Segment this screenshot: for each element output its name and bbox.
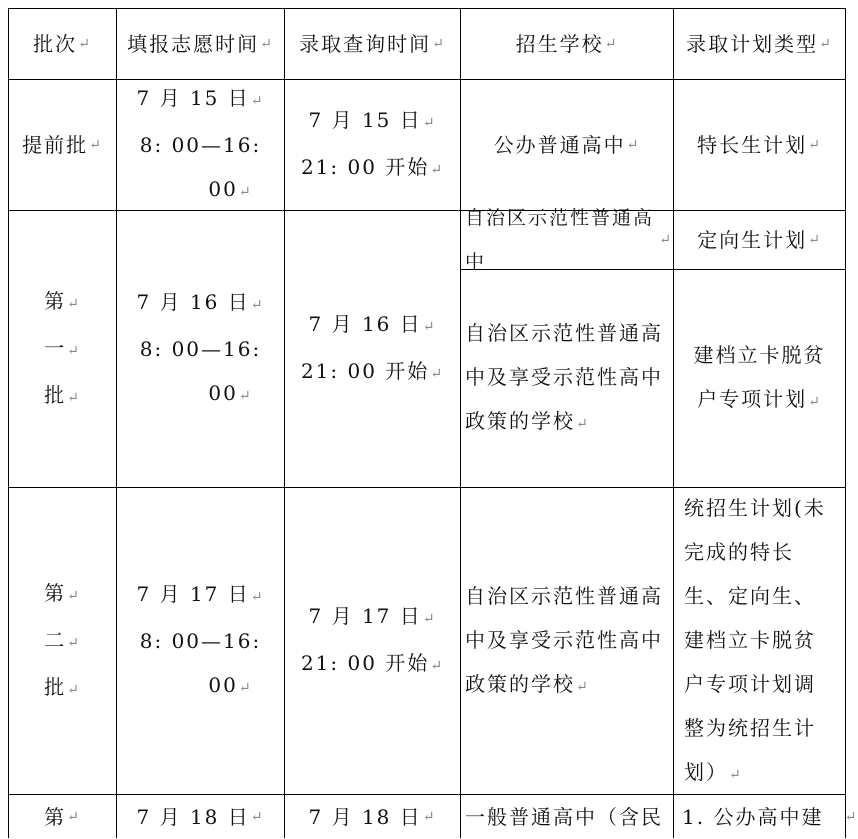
return-mark-icon: ↵ xyxy=(430,162,445,178)
return-mark-icon: ↵ xyxy=(422,319,437,335)
row-second-query-time xyxy=(285,488,460,794)
school-name: 公办普通高中 xyxy=(493,133,626,157)
return-mark-icon: ↵ xyxy=(604,36,619,52)
return-mark-icon: ↵ xyxy=(238,184,253,200)
header-batch-label: 批次 xyxy=(33,32,78,56)
return-mark-icon: ↵ xyxy=(808,232,822,248)
fill-date: 7 月 16 日 xyxy=(136,290,250,314)
school-line-2: 中及享受示范性高中 xyxy=(465,627,663,652)
batch-char-2: 一 xyxy=(44,335,67,360)
row-advance-school xyxy=(461,80,673,210)
return-mark-icon: ↵ xyxy=(808,394,822,410)
fill-time-range: 8: 00—16: xyxy=(139,337,262,361)
row-second-plan xyxy=(674,488,845,794)
row-third-query-time xyxy=(285,795,460,838)
query-date: 7 月 15 日 xyxy=(308,108,422,132)
return-mark-icon: ↵ xyxy=(67,681,81,698)
plan-line-5: 户专项计划调 xyxy=(684,671,816,696)
return-mark-icon: ↵ xyxy=(260,36,274,52)
row-first-school-a xyxy=(461,207,673,273)
header-query-time xyxy=(285,9,460,79)
batch-char-3: 批 xyxy=(44,382,67,407)
row-second-school xyxy=(461,488,673,794)
school-line-3: 政策的学校 xyxy=(465,409,575,433)
fill-time-tail: 00 xyxy=(208,381,238,405)
school-name: 自治区示范性普通高中 xyxy=(465,207,655,273)
return-mark-icon: ↵ xyxy=(576,416,590,432)
return-mark-icon: ↵ xyxy=(430,366,445,382)
batch-name: 提前批 xyxy=(22,133,89,157)
row-first-school-b xyxy=(461,270,673,487)
header-fill-time-label: 填报志愿时间 xyxy=(127,32,260,56)
return-mark-icon: ↵ xyxy=(808,137,822,153)
return-mark-icon: ↵ xyxy=(659,232,673,248)
query-date: 7 月 16 日 xyxy=(308,312,422,336)
row-first-batch xyxy=(9,211,116,487)
return-mark-icon: ↵ xyxy=(250,297,265,313)
query-start: 21: 00 开始 xyxy=(300,155,430,179)
plan-line-7: 划） xyxy=(684,759,728,784)
return-mark-icon: ↵ xyxy=(89,137,103,153)
return-mark-icon: ↵ xyxy=(67,587,81,604)
row-advance-query-time xyxy=(285,80,460,210)
return-mark-icon: ↵ xyxy=(819,36,833,52)
header-fill-time xyxy=(117,9,284,79)
row-first-query-time xyxy=(285,211,460,487)
plan-line-1: 统招生计划(未 xyxy=(684,495,826,520)
plan-line-1: 1. 公办高中建 xyxy=(682,804,824,829)
batch-char-1: 第 xyxy=(44,288,67,313)
query-date: 7 月 18 日 xyxy=(308,804,422,829)
return-mark-icon: ↵ xyxy=(430,658,445,674)
plan-line-4: 建档立卡脱贫 xyxy=(684,627,816,652)
plan-line-3: 生、定向生、 xyxy=(684,583,816,608)
row-first-plan-b xyxy=(674,270,845,487)
row-advance-plan xyxy=(674,80,845,210)
header-plan-type-label: 录取计划类型 xyxy=(686,32,819,56)
row-third-school xyxy=(461,795,673,838)
fill-time-tail: 00 xyxy=(208,673,238,697)
query-start: 21: 00 开始 xyxy=(300,359,430,383)
row-first-fill-time xyxy=(117,211,284,487)
row-third-plan xyxy=(674,795,845,838)
batch-char-2: 二 xyxy=(44,627,67,652)
row-first-plan-a xyxy=(674,211,845,269)
return-mark-icon: ↵ xyxy=(422,115,437,131)
fill-time-range: 8: 00—16: xyxy=(139,133,262,157)
plan-line-1: 建档立卡脱贫 xyxy=(693,343,826,367)
return-mark-icon: ↵ xyxy=(422,808,437,825)
school-line-1: 自治区示范性普通高 xyxy=(465,583,663,608)
plan-type: 特长生计划 xyxy=(697,133,808,157)
return-mark-icon: ↵ xyxy=(432,36,446,52)
fill-date: 7 月 17 日 xyxy=(136,582,250,606)
return-mark-icon: ↵ xyxy=(626,137,641,153)
return-mark-icon: ↵ xyxy=(67,634,81,651)
school-line-1: 自治区示范性普通高 xyxy=(465,321,663,345)
return-mark-icon: ↵ xyxy=(250,808,265,825)
return-mark-icon: ↵ xyxy=(67,389,81,406)
row-third-fill-time xyxy=(117,795,284,838)
header-plan-type xyxy=(674,9,845,79)
return-mark-icon: ↵ xyxy=(78,36,92,52)
return-mark-icon: ↵ xyxy=(67,295,81,312)
row-third-batch xyxy=(9,795,116,838)
header-query-time-label: 录取查询时间 xyxy=(299,32,432,56)
row-advance-fill-time xyxy=(117,80,284,210)
fill-time-tail: 00 xyxy=(208,177,238,201)
plan-type: 定向生计划 xyxy=(697,228,808,252)
return-mark-icon: ↵ xyxy=(250,589,265,605)
return-mark-icon: ↵ xyxy=(67,342,81,359)
query-start: 21: 00 开始 xyxy=(300,651,430,675)
plan-line-2: 完成的特长 xyxy=(684,539,794,564)
header-school-label: 招生学校 xyxy=(515,32,604,56)
return-mark-icon: ↵ xyxy=(422,611,437,627)
batch-char-1: 第 xyxy=(44,580,67,605)
return-mark-icon: ↵ xyxy=(250,93,265,109)
header-school xyxy=(461,9,673,79)
return-mark-icon: ↵ xyxy=(238,388,253,404)
return-mark-icon: ↵ xyxy=(729,766,743,783)
row-second-batch xyxy=(9,488,116,794)
header-batch xyxy=(9,9,116,79)
query-date: 7 月 17 日 xyxy=(308,604,422,628)
school-line-3: 政策的学校 xyxy=(465,671,575,696)
school-line-1: 一般普通高中（含民 xyxy=(465,804,663,829)
return-mark-icon: ↵ xyxy=(67,808,81,825)
return-mark-icon: ↵ xyxy=(844,808,858,825)
fill-date: 7 月 18 日 xyxy=(136,804,250,829)
plan-line-6: 整为统招生计 xyxy=(684,715,816,740)
plan-line-2: 户专项计划 xyxy=(697,387,808,411)
return-mark-icon: ↵ xyxy=(576,678,590,695)
return-mark-icon: ↵ xyxy=(238,680,253,696)
rule-col5 xyxy=(845,8,846,838)
school-line-2: 中及享受示范性高中 xyxy=(465,365,663,389)
fill-time-range: 8: 00—16: xyxy=(139,629,262,653)
fill-date: 7 月 15 日 xyxy=(136,86,250,110)
row-advance-batch xyxy=(9,80,116,210)
batch-char-1: 第 xyxy=(44,804,67,829)
row-second-fill-time xyxy=(117,488,284,794)
batch-char-3: 批 xyxy=(44,674,67,699)
row-end-mark xyxy=(846,795,856,838)
